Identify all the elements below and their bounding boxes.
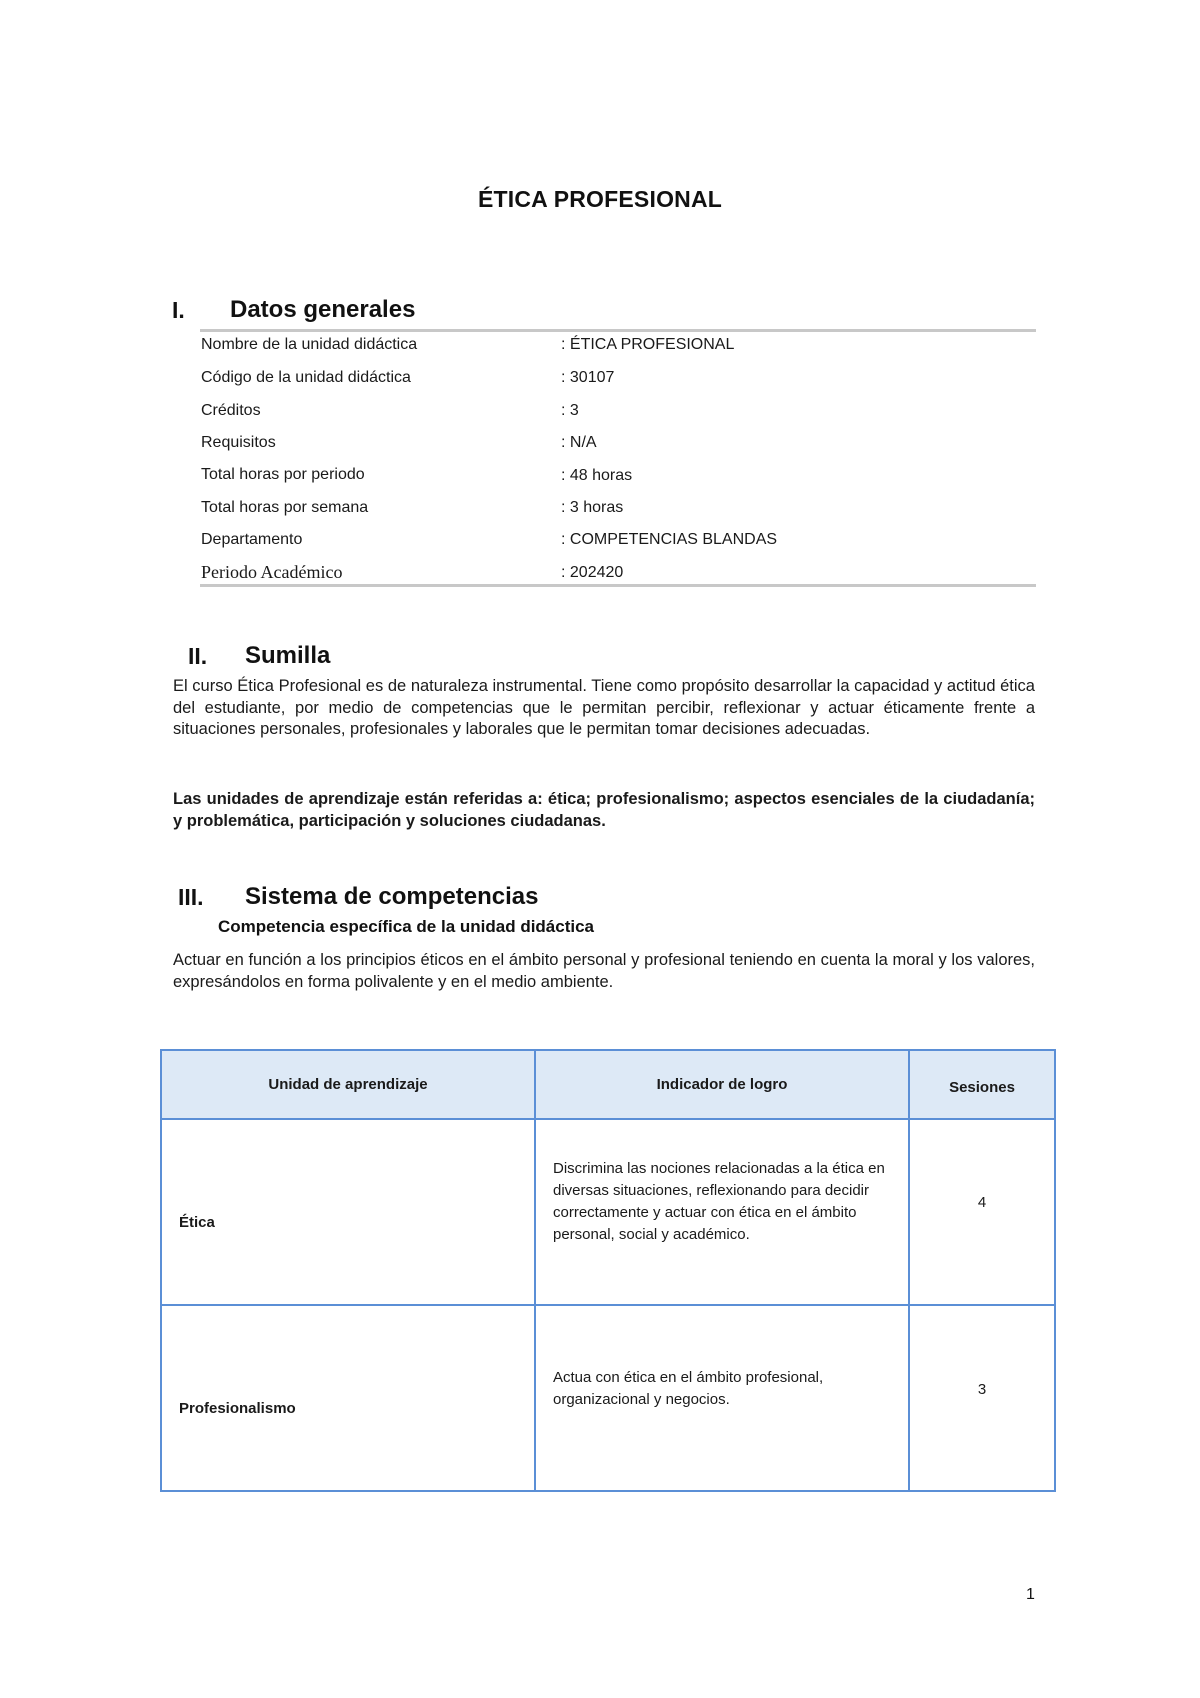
dg-value-departamento: : COMPETENCIAS BLANDAS <box>561 531 778 548</box>
dg-value-nombre: : ÉTICA PROFESIONAL <box>561 336 735 353</box>
table-row <box>161 1119 1055 1305</box>
row-1-indicador-text: Discrimina las nociones relacionadas a la ética en diversas situaciones, reflexionando para decidir correctamente y actuar con ética en el ámbito personal, social y académico. <box>553 1160 885 1243</box>
header-sesiones <box>909 1050 1055 1119</box>
row-1-indicador <box>535 1119 909 1305</box>
dg-label-requisitos: Requisitos <box>201 434 276 451</box>
dg-label-horas-periodo: Total horas por periodo <box>201 466 365 483</box>
page-number: 1 <box>1026 1586 1035 1603</box>
competencia-subheading: Competencia específica de la unidad didáctica <box>218 917 595 936</box>
section-2-number: II. <box>188 643 208 669</box>
competencia-text: Actuar en función a los principios éticos en el ámbito personal y profesional teniendo en cuenta la moral y los valores, expresándolos en forma polivalente y en el medio ambiente. <box>173 951 1035 991</box>
table-row <box>161 1305 1055 1491</box>
sumilla-paragraph-1: El curso Ética Profesional es de naturaleza instrumental. Tiene como propósito desarrollar la capacidad y actitud ética del estudiante, por medio de competencias que le permitan percibir, reflexionar y actuar éticamente frente a situaciones personales, profesionales y laborales que le permitan tomar decisiones adecuadas. <box>173 677 1035 738</box>
datos-generales-top-rule <box>200 329 1036 332</box>
dg-value-horas-semana: : 3 horas <box>561 499 624 516</box>
header-sesiones-label: Sesiones <box>949 1079 1015 1096</box>
dg-value-codigo: : 30107 <box>561 369 615 386</box>
header-indicador: Indicador de logro <box>535 1050 909 1119</box>
table-header-row <box>161 1050 1055 1119</box>
row-2-sesiones-text: 3 <box>977 1380 987 1398</box>
section-2-heading: Sumilla <box>245 642 331 669</box>
row-2-sesiones <box>909 1305 1055 1491</box>
dg-value-periodo: : 202420 <box>561 564 624 581</box>
dg-label-departamento: Departamento <box>201 531 303 548</box>
section-3-number: III. <box>178 884 204 910</box>
row-1-sesiones-text: 4 <box>977 1193 987 1211</box>
dg-label-creditos: Créditos <box>201 402 261 419</box>
dg-label-codigo: Código de la unidad didáctica <box>201 369 411 386</box>
document-title: ÉTICA PROFESIONAL <box>477 186 723 212</box>
sumilla-paragraph-2: Las unidades de aprendizaje están referidas a: ética; profesionalismo; aspectos esenciales de la ciudadanía; y problemática, participación y soluciones ciudadanas. <box>173 790 1035 830</box>
row-1-unidad: Ética <box>161 1119 535 1305</box>
section-1-number: I. <box>172 297 185 323</box>
section-3-heading: Sistema de competencias <box>245 883 539 910</box>
dg-value-horas-periodo: : 48 horas <box>561 467 633 484</box>
dg-value-requisitos: : N/A <box>561 434 597 451</box>
dg-label-nombre: Nombre de la unidad didáctica <box>201 336 418 353</box>
section-1-heading: Datos generales <box>230 296 416 323</box>
row-2-indicador-text: Actua con ética en el ámbito profesional, organizacional y negocios. <box>553 1369 824 1408</box>
competencias-table <box>160 1049 1056 1492</box>
row-1-sesiones <box>909 1119 1055 1305</box>
header-unidad: Unidad de aprendizaje <box>161 1050 535 1119</box>
datos-generales-bottom-rule <box>200 584 1036 587</box>
row-2-indicador <box>535 1305 909 1491</box>
dg-label-horas-semana: Total horas por semana <box>201 499 369 516</box>
dg-label-periodo: Periodo Académico <box>201 562 343 582</box>
dg-value-creditos: : 3 <box>561 402 579 419</box>
row-2-unidad: Profesionalismo <box>161 1305 535 1491</box>
